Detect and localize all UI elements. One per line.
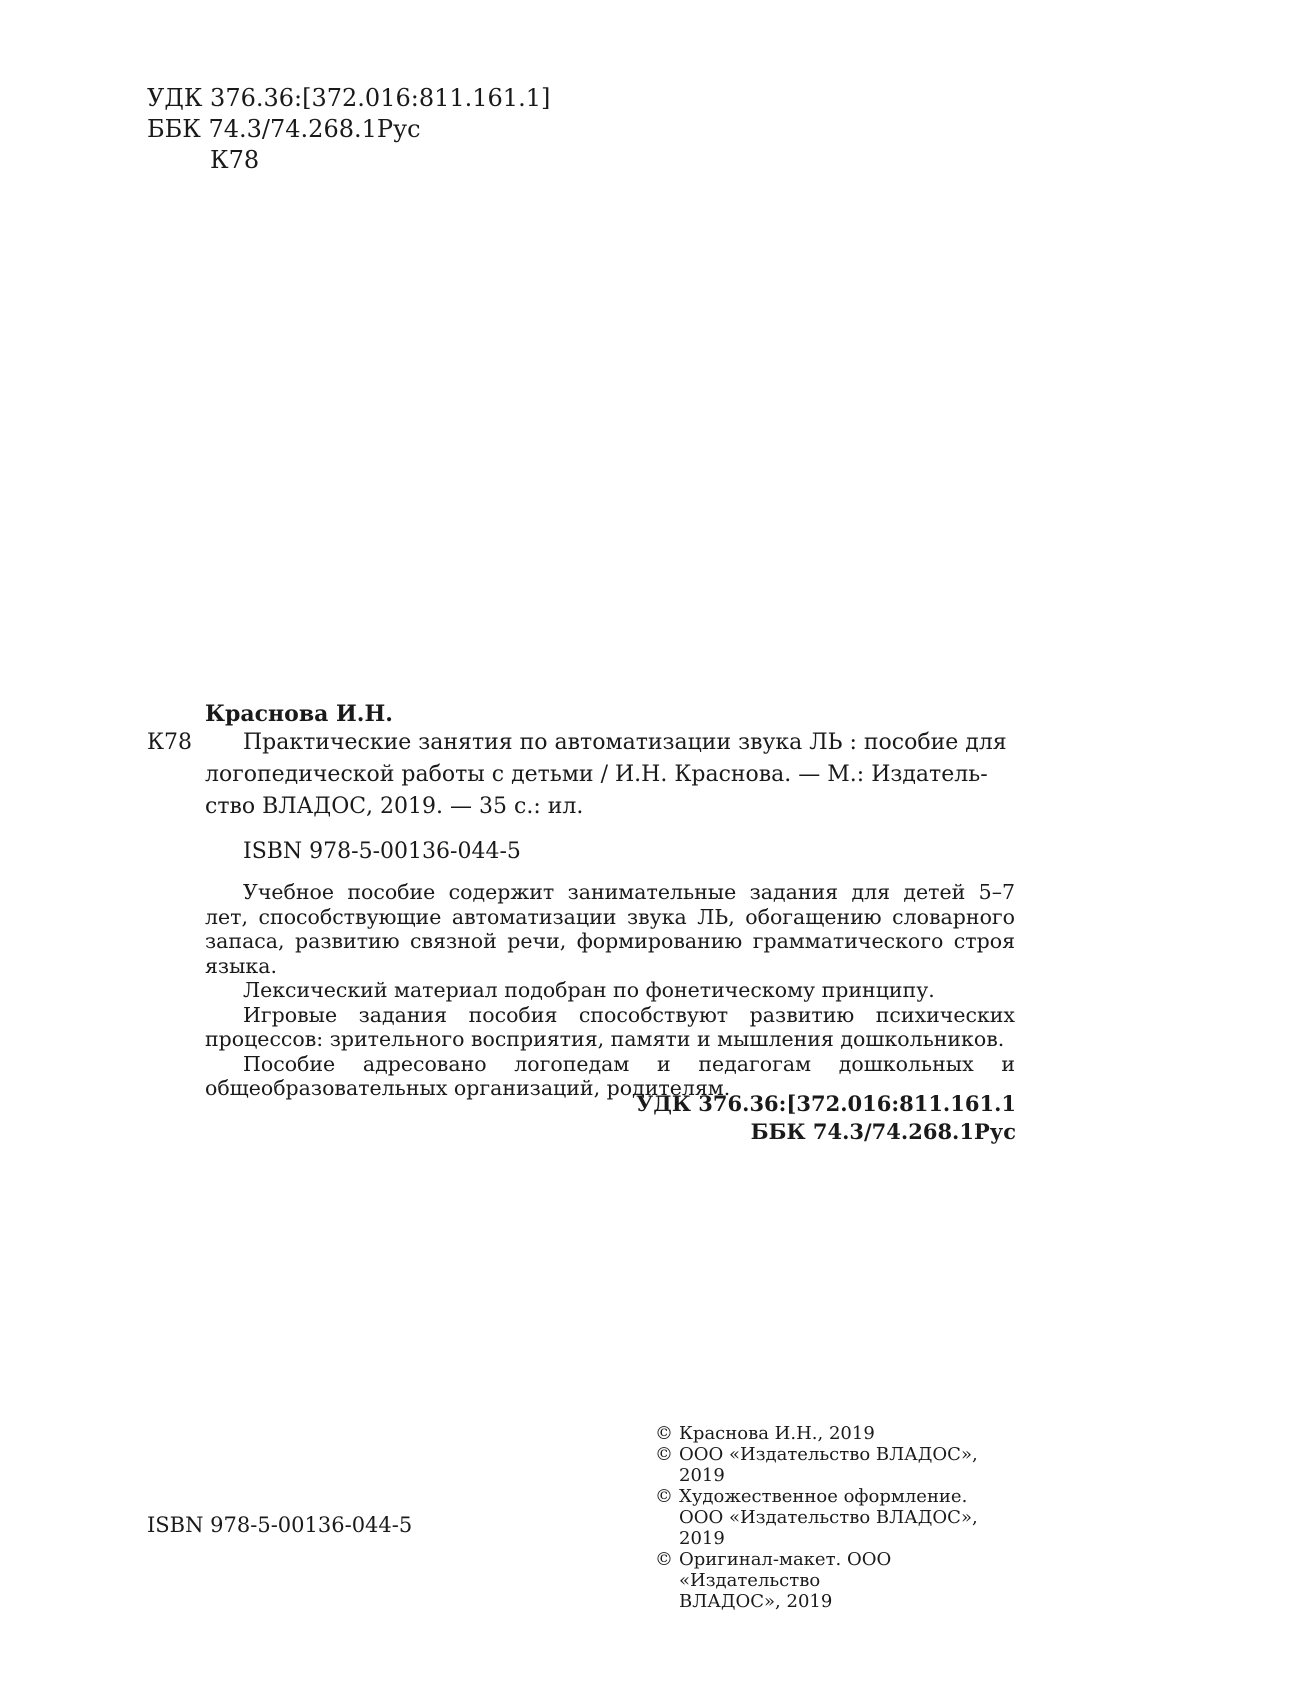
copyright-item <box>655 1444 1025 1486</box>
copyright-text: ООО «Издательство ВЛАДОС», 2019 <box>679 1444 978 1486</box>
copyright-line: ООО «Издательство ВЛАДОС», 2019 <box>679 1507 978 1549</box>
copyright-item <box>655 1486 1025 1549</box>
copyright-icon: © <box>655 1444 673 1465</box>
copyright-text: Краснова И.Н., 2019 <box>679 1423 875 1444</box>
copyright-icon: © <box>655 1423 673 1444</box>
header-code: К78 <box>210 146 260 174</box>
header-bbk: ББК 74.3/74.268.1Рус <box>147 115 421 143</box>
classification-udk: УДК 376.36:[372.016:811.161.1 <box>636 1091 1016 1116</box>
footer-isbn: ISBN 978-5-00136-044-5 <box>147 1513 413 1537</box>
copyright-line: Оригинал-макет. ООО «Издательство <box>679 1549 892 1591</box>
abstract-paragraph: Пособие адресовано логопедам и педагогам дошкольных и общеобразовательных организаций, родителям. <box>205 1051 1015 1100</box>
header-udk: УДК 376.36:[372.016:811.161.1] <box>147 84 551 112</box>
copyright-item <box>655 1423 1025 1444</box>
copyright-line: Художественное оформление. <box>679 1486 968 1507</box>
abstract-paragraph: Лексический материал подобран по фонетическому принципу. <box>243 978 935 1002</box>
copyright-icon: © <box>655 1486 673 1507</box>
copyright-icon: © <box>655 1549 673 1570</box>
record-line-3: ство ВЛАДОС, 2019. — 35 с.: ил. <box>205 794 584 819</box>
record-line-1: Практические занятия по автоматизации звука ЛЬ : пособие для <box>243 730 1007 755</box>
record-code: К78 <box>147 730 193 755</box>
abstract-paragraph: Игровые задания пособия способствуют развитию психических процессов: зрительного восприятия, памяти и мышления дошкольников. <box>205 1002 1015 1051</box>
record-isbn: ISBN 978-5-00136-044-5 <box>243 839 521 864</box>
copyright-block <box>655 1423 1025 1612</box>
classification-bbk: ББК 74.3/74.268.1Рус <box>750 1119 1016 1144</box>
abstract-paragraph: Учебное пособие содержит занимательные задания для детей 5–7 лет, способствующие автоматизации звука ЛЬ, обогащению словарного запаса, развитию связной речи, формированию грамматического строя языка. <box>205 880 1015 978</box>
copyright-text <box>679 1486 1025 1549</box>
record-author: Краснова И.Н. <box>205 701 393 727</box>
abstract <box>205 880 1015 1101</box>
copyright-text <box>679 1549 1025 1612</box>
record-line-2: логопедической работы с детьми / И.Н. Краснова. — М.: Издатель- <box>205 762 988 787</box>
copyright-line: ВЛАДОС», 2019 <box>679 1591 833 1612</box>
classification-block <box>636 1090 1016 1146</box>
copyright-item <box>655 1549 1025 1612</box>
